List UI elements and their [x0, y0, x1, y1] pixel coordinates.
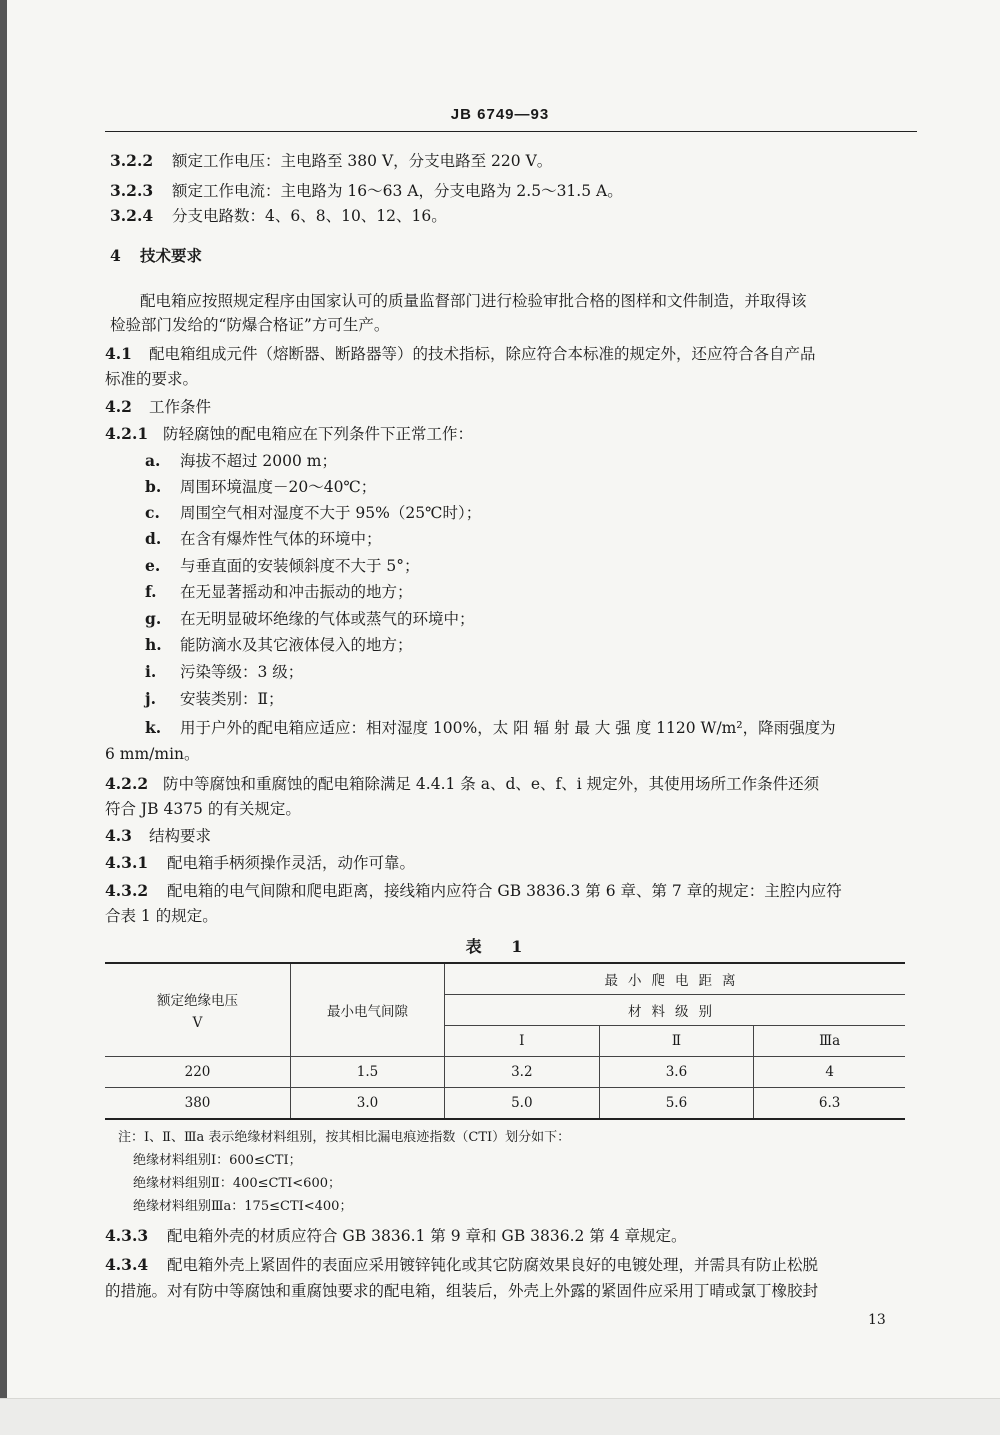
- clause-4-3-4: [105, 1254, 818, 1276]
- item-label: k.: [145, 718, 162, 737]
- header-voltage-unit: V: [192, 1015, 203, 1031]
- list-item: [145, 450, 337, 472]
- clause-number: 4.3.4: [105, 1255, 149, 1274]
- header-group-3: Ⅲa: [754, 1026, 905, 1057]
- list-item: [145, 688, 284, 710]
- clause-text: 配电箱外壳上紧固件的表面应采用镀锌钝化或其它防腐效果良好的电镀处理，并需具有防止松脱: [167, 1256, 819, 1274]
- clause-4-3-2: [105, 880, 842, 902]
- clause-number: 4.3.3: [105, 1226, 149, 1245]
- section-number: 4: [110, 246, 121, 265]
- clause-4-3-2-cont: 合表 1 的规定。: [105, 907, 218, 925]
- clause-number: 3.2.3: [110, 181, 154, 200]
- table-row: [105, 1057, 905, 1088]
- clause-4-3-3: [105, 1225, 687, 1247]
- table-note-item: 绝缘材料组别Ⅱ：400≤CTI<600；: [133, 1176, 342, 1191]
- clause-4-3-1: [105, 852, 415, 874]
- clause-4-2-2-cont: 符合 JB 4375 的有关规定。: [105, 800, 301, 818]
- item-label: g.: [145, 609, 162, 628]
- cell-voltage: 220: [105, 1057, 291, 1088]
- intro-line-1: 配电箱应按照规定程序由国家认可的质量监督部门进行检验审批合格的图样和文件制造，并取得该: [140, 292, 807, 310]
- table-note-item: 绝缘材料组别Ⅲa：175≤CTI<400；: [133, 1199, 353, 1214]
- clause-title: 工作条件: [149, 398, 212, 416]
- cell-group-3: 6.3: [754, 1088, 905, 1120]
- header-rule: [105, 131, 917, 132]
- list-item: [145, 717, 836, 739]
- item-label: e.: [145, 556, 161, 575]
- list-item: [145, 502, 481, 524]
- clause-text: 额定工作电压：主电路至 380 V，分支电路至 220 V。: [172, 152, 553, 170]
- header-material: 材料级别: [445, 995, 906, 1026]
- cell-group-3: 4: [754, 1057, 905, 1088]
- cell-clearance: 1.5: [291, 1057, 445, 1088]
- item-label: d.: [145, 529, 162, 548]
- clause-number: 4.3.2: [105, 881, 149, 900]
- list-item: [145, 581, 413, 603]
- cell-group-2: 3.6: [599, 1057, 754, 1088]
- cell-group-2: 5.6: [599, 1088, 754, 1120]
- list-item: [145, 661, 303, 683]
- page-number: 13: [868, 1312, 886, 1328]
- item-text: 海拔不超过 2000 m；: [180, 452, 337, 470]
- clause-4-2-1: [105, 423, 473, 445]
- clause-4-3-4-cont: 的措施。对有防中等腐蚀和重腐蚀要求的配电箱，组装后，外壳上外露的紧固件应采用丁晴或氯丁橡胶封: [105, 1282, 819, 1300]
- header-group-2: Ⅱ: [599, 1026, 754, 1057]
- cell-voltage: 380: [105, 1088, 291, 1120]
- clause-3-2-2: [110, 150, 552, 172]
- clause-text: 配电箱外壳的材质应符合 GB 3836.1 第 9 章和 GB 3836.2 第 4 章规定。: [167, 1227, 687, 1245]
- list-item-cont: 6 mm/min。: [105, 745, 200, 763]
- table-note-item: 绝缘材料组别Ⅰ：600≤CTI；: [133, 1153, 302, 1168]
- item-text: 在无明显破坏绝缘的气体或蒸气的环境中；: [180, 610, 475, 628]
- clause-number: 4.2.2: [105, 774, 149, 793]
- list-item: [145, 634, 413, 656]
- clause-number: 3.2.2: [110, 151, 154, 170]
- item-text: 在含有爆炸性气体的环境中；: [180, 530, 382, 548]
- clause-text: 分支电路数：4、6、8、10、12、16。: [172, 207, 447, 225]
- item-text: 用于户外的配电箱应适应：相对湿度 100%，太 阳 辐 射 最 大 强 度 1120 W/m²，降雨强度为: [180, 719, 836, 737]
- item-text: 能防滴水及其它液体侵入的地方；: [180, 636, 413, 654]
- clause-3-2-4: [110, 205, 447, 227]
- clause-text: 额定工作电流：主电路为 16～63 A，分支电路为 2.5～31.5 A。: [172, 182, 623, 200]
- viewer-bottom-margin: [0, 1398, 1000, 1435]
- table-row: [105, 1088, 905, 1120]
- clause-number: 4.3.1: [105, 853, 149, 872]
- header-group-1: Ⅰ: [445, 1026, 600, 1057]
- list-item: [145, 608, 475, 630]
- clause-4-1-cont: 标准的要求。: [105, 370, 199, 388]
- intro-line-2: 检验部门发给的“防爆合格证”方可生产。: [110, 316, 390, 334]
- list-item: [145, 528, 382, 550]
- clause-number: 4.3: [105, 826, 132, 845]
- clause-4-1: [105, 343, 816, 365]
- clause-text: 配电箱的电气间隙和爬电距离，接线箱内应符合 GB 3836.3 第 6 章、第 7 章的规定：主腔内应符: [167, 882, 842, 900]
- clause-number: 3.2.4: [110, 206, 154, 225]
- list-item: [145, 476, 376, 498]
- table-header-row: [105, 963, 905, 995]
- clause-text: 配电箱组成元件（熔断器、断路器等）的技术指标，除应符合本标准的规定外，还应符合各自产品: [149, 345, 816, 363]
- clause-title: 结构要求: [149, 827, 212, 845]
- item-text: 周围环境温度－20～40℃；: [180, 478, 377, 496]
- item-text: 污染等级：3 级；: [180, 663, 304, 681]
- table-1: [105, 962, 905, 1120]
- clause-text: 配电箱手柄须操作灵活，动作可靠。: [167, 854, 416, 872]
- item-text: 安装类别：Ⅱ；: [180, 690, 284, 708]
- document-header: JB 6749—93: [450, 106, 550, 123]
- header-voltage-label: 额定绝缘电压: [157, 993, 238, 1009]
- clause-number: 4.2: [105, 397, 132, 416]
- list-item: [145, 555, 420, 577]
- clause-4-2-2: [105, 773, 819, 795]
- clause-number: 4.1: [105, 344, 132, 363]
- scan-edge: [0, 0, 7, 1434]
- header-voltage: [105, 963, 291, 1057]
- cell-group-1: 3.2: [445, 1057, 600, 1088]
- item-label: i.: [145, 662, 157, 681]
- clause-4-2: [105, 396, 211, 418]
- section-title: 技术要求: [140, 246, 203, 265]
- header-creepage: 最小爬电距离: [445, 963, 906, 995]
- table-note: 注：Ⅰ、Ⅱ、Ⅲa 表示绝缘材料组别，按其相比漏电痕迹指数（CTI）划分如下：: [118, 1130, 571, 1145]
- clause-text: 防轻腐蚀的配电箱应在下列条件下正常工作：: [163, 425, 474, 443]
- header-clearance: 最小电气间隙: [291, 963, 445, 1057]
- item-label: j.: [145, 689, 157, 708]
- item-label: b.: [145, 477, 162, 496]
- section-4-heading: [110, 245, 202, 267]
- item-label: a.: [145, 451, 161, 470]
- item-label: c.: [145, 503, 160, 522]
- clause-number: 4.2.1: [105, 424, 149, 443]
- item-text: 在无显著摇动和冲击振动的地方；: [180, 583, 413, 601]
- clause-text: 防中等腐蚀和重腐蚀的配电箱除满足 4.4.1 条 a、d、e、f、i 规定外，其使用场所工作条件还须: [163, 775, 820, 793]
- clause-3-2-3: [110, 180, 623, 202]
- cell-clearance: 3.0: [291, 1088, 445, 1120]
- table-title: 表 1: [465, 937, 535, 956]
- item-label: f.: [145, 582, 157, 601]
- item-text: 周围空气相对湿度不大于 95%（25℃时）；: [180, 504, 482, 522]
- clause-4-3: [105, 825, 211, 847]
- cell-group-1: 5.0: [445, 1088, 600, 1120]
- item-text: 与垂直面的安装倾斜度不大于 5°；: [180, 557, 420, 575]
- item-label: h.: [145, 635, 162, 654]
